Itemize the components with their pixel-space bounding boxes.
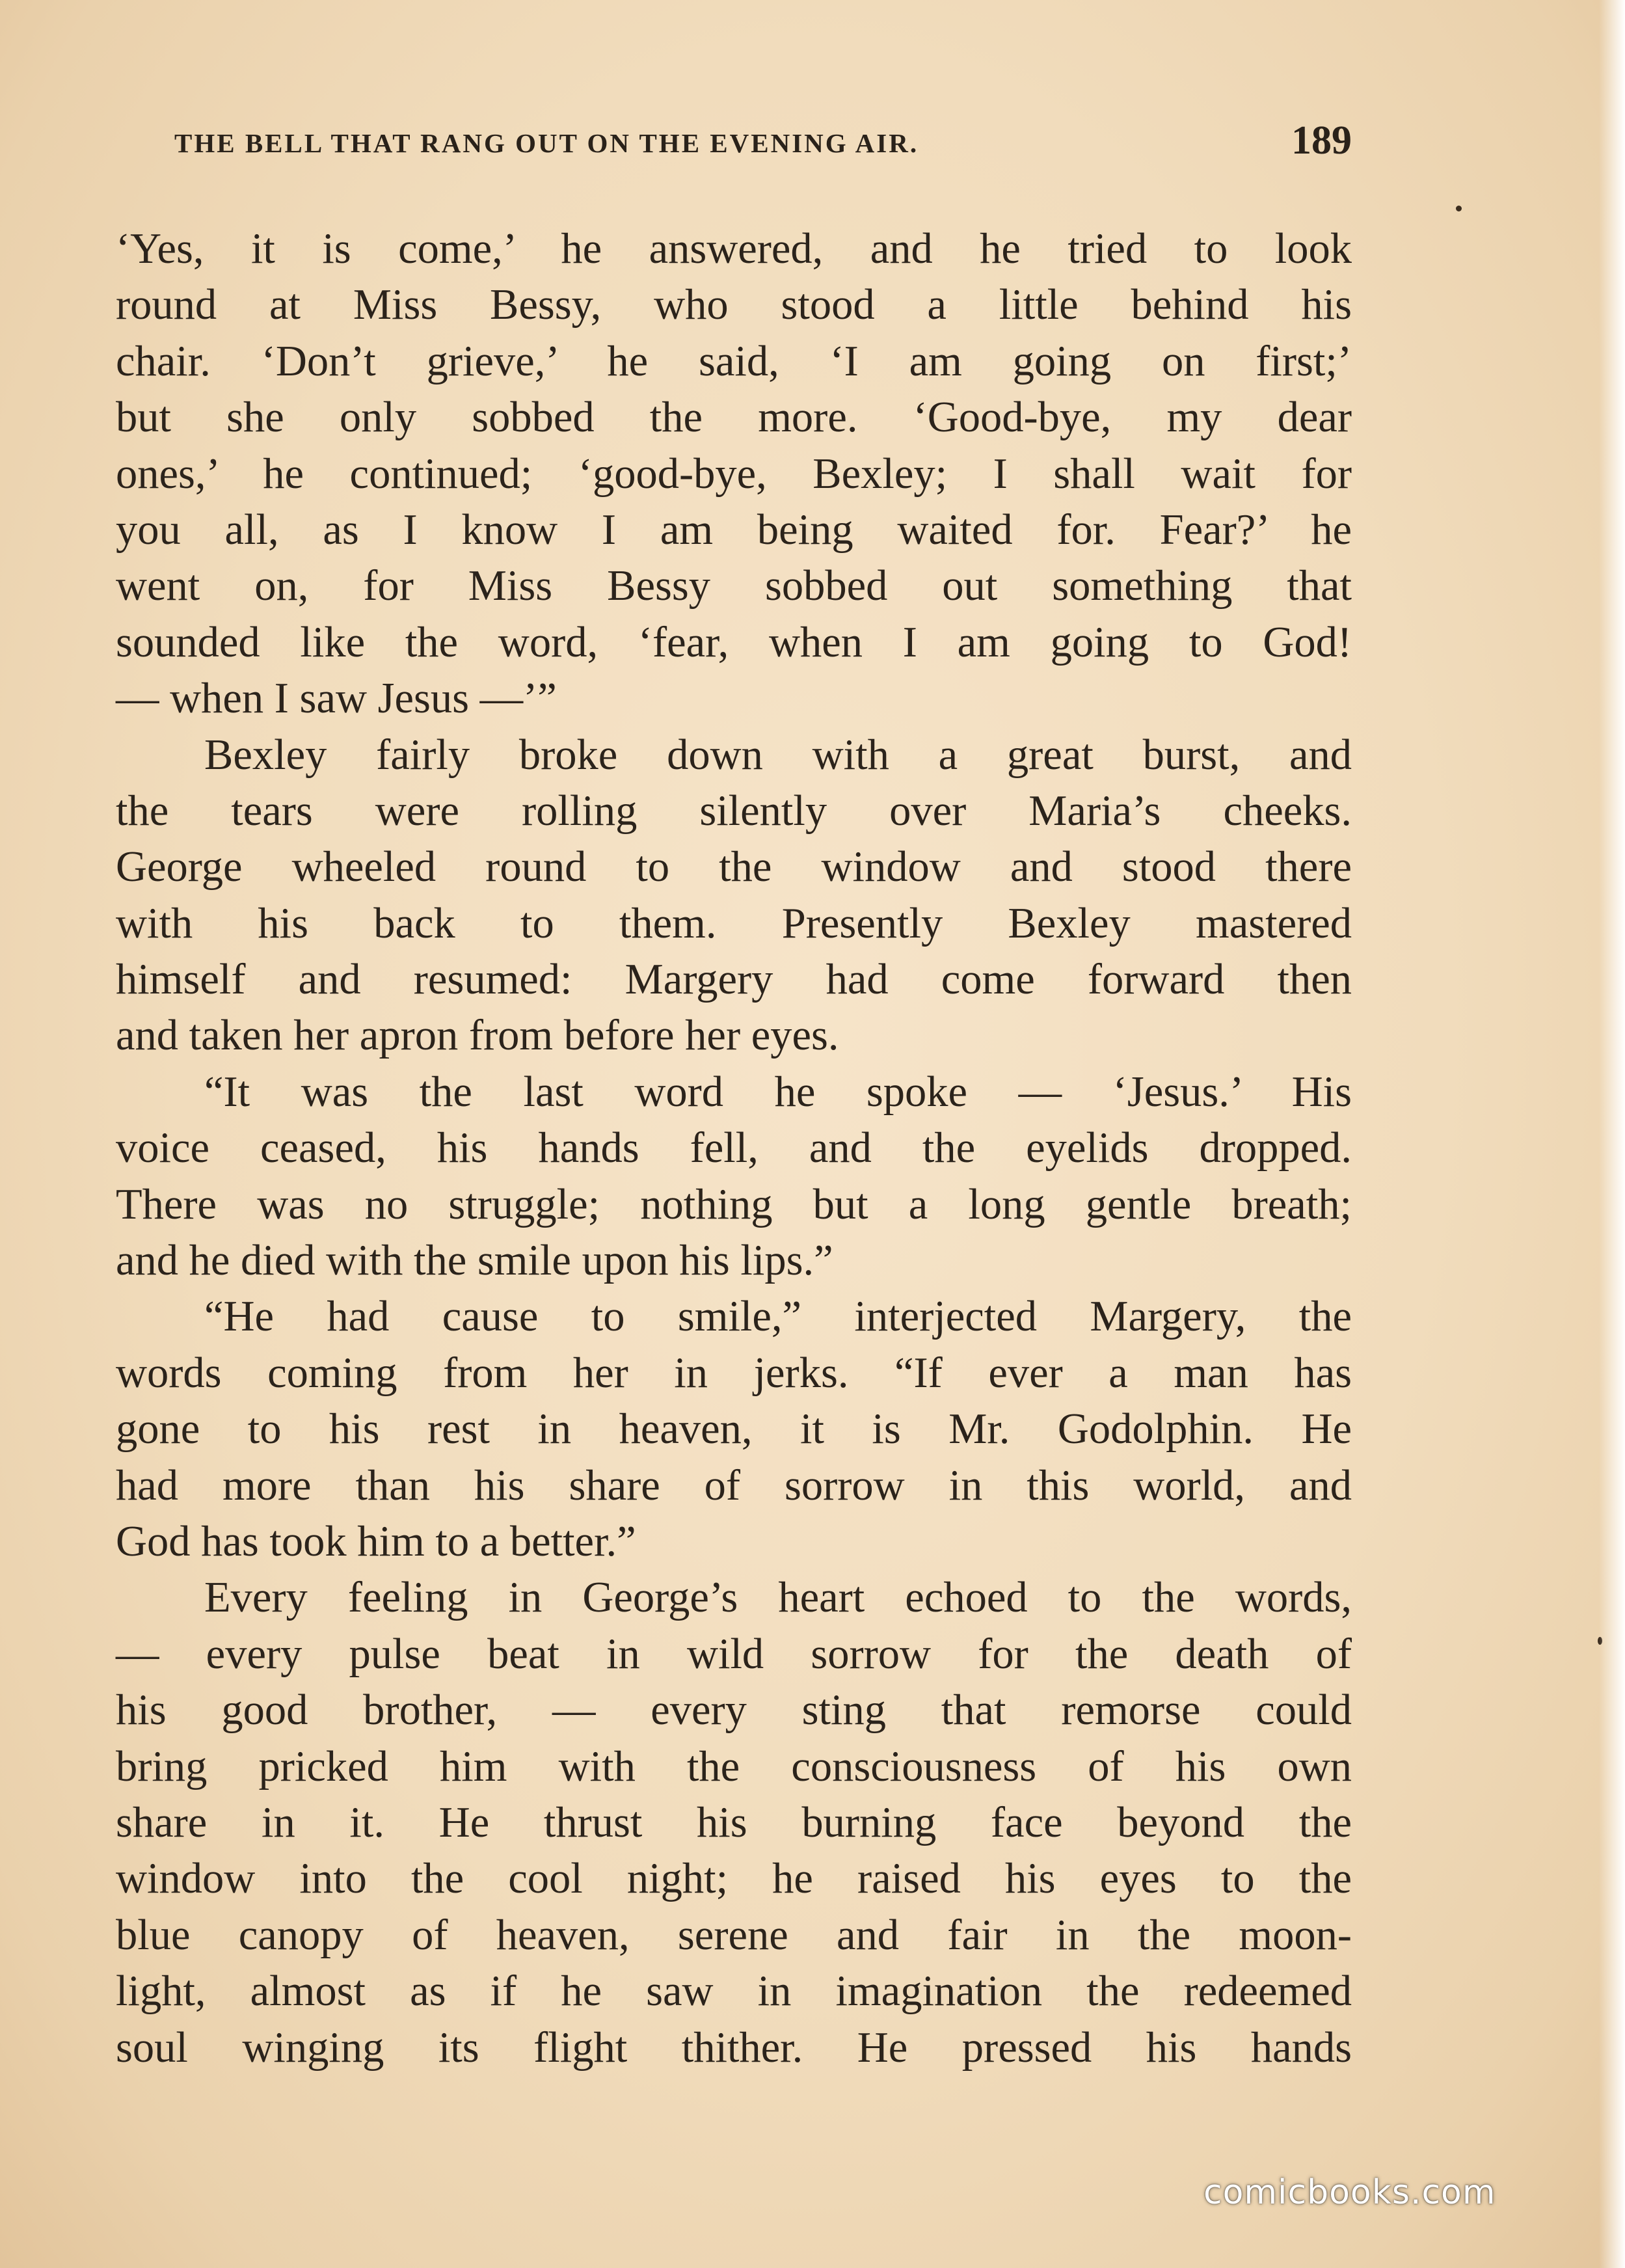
- text-line: “It was the last word he spoke — ‘Jesus.’ His: [204, 1068, 1352, 1116]
- text-line: There was no struggle; nothing but a long gentle breath;: [116, 1180, 1352, 1228]
- text-line: chair. ‘Don’t grieve,’ he said, ‘I am going on first;’: [116, 337, 1352, 385]
- text-line: but she only sobbed the more. ‘Good-bye, my dear: [116, 394, 1352, 442]
- text-line: light, almost as if he saw in imagination the redeemed: [116, 1967, 1352, 2016]
- text-line: and taken her apron from before her eyes.: [116, 1012, 839, 1060]
- page-number: 189: [1291, 118, 1352, 163]
- text-line: gone to his rest in heaven, it is Mr. Godolphin. He: [116, 1405, 1352, 1453]
- text-line: window into the cool night; he raised his eyes to the: [116, 1855, 1352, 1903]
- text-line: ‘Yes, it is come,’ he answered, and he tried to look: [116, 225, 1352, 273]
- paper-speck: [1456, 206, 1462, 211]
- text-line: Bexley fairly broke down with a great burst, and: [204, 731, 1352, 779]
- text-line: the tears were rolling silently over Maria’s cheeks.: [116, 787, 1352, 835]
- text-line: — when I saw Jesus —’”: [116, 675, 557, 723]
- text-line: with his back to them. Presently Bexley mastered: [116, 899, 1352, 947]
- text-line: bring pricked him with the consciousness of his own: [116, 1742, 1352, 1790]
- text-line: share in it. He thrust his burning face beyond the: [116, 1798, 1352, 1846]
- text-line: round at Miss Bessy, who stood a little behind his: [116, 281, 1352, 329]
- text-line: words coming from her in jerks. “If ever a man has: [116, 1349, 1352, 1397]
- text-line: you all, as I know I am being waited for. Fear?’ he: [116, 506, 1352, 554]
- paper-speck: [1598, 1637, 1602, 1645]
- text-line: his good brother, — every sting that remorse could: [116, 1686, 1352, 1735]
- text-line: — every pulse beat in wild sorrow for the death of: [116, 1630, 1352, 1678]
- text-line: and he died with the smile upon his lips.”: [116, 1237, 833, 1285]
- text-line: blue canopy of heaven, serene and fair in the moon-: [116, 1911, 1352, 1959]
- text-line: himself and resumed: Margery had come forward then: [116, 956, 1352, 1004]
- watermark-text: comicbooks.com: [1203, 2173, 1496, 2212]
- running-head: [174, 117, 1352, 169]
- text-line: “He had cause to smile,” interjected Margery, the: [204, 1293, 1352, 1341]
- text-line: voice ceased, his hands fell, and the eyelids dropped.: [116, 1124, 1352, 1172]
- body-text: [116, 221, 1352, 2076]
- running-head-title: THE BELL THAT RANG OUT ON THE EVENING AIR.: [174, 128, 919, 158]
- text-line: God has took him to a better.”: [116, 1517, 636, 1565]
- text-line: sounded like the word, ‘fear, when I am going to God!: [116, 618, 1352, 666]
- text-line: ones,’ he continued; ‘good-bye, Bexley; I shall wait for: [116, 450, 1352, 498]
- text-line: went on, for Miss Bessy sobbed out something that: [116, 562, 1352, 610]
- text-line: George wheeled round to the window and stood there: [116, 843, 1352, 891]
- text-line: soul winging its flight thither. He pressed his hands: [116, 2023, 1352, 2072]
- text-line: had more than his share of sorrow in this world, and: [116, 1461, 1352, 1509]
- text-line: Every feeling in George’s heart echoed to the words,: [204, 1574, 1352, 1622]
